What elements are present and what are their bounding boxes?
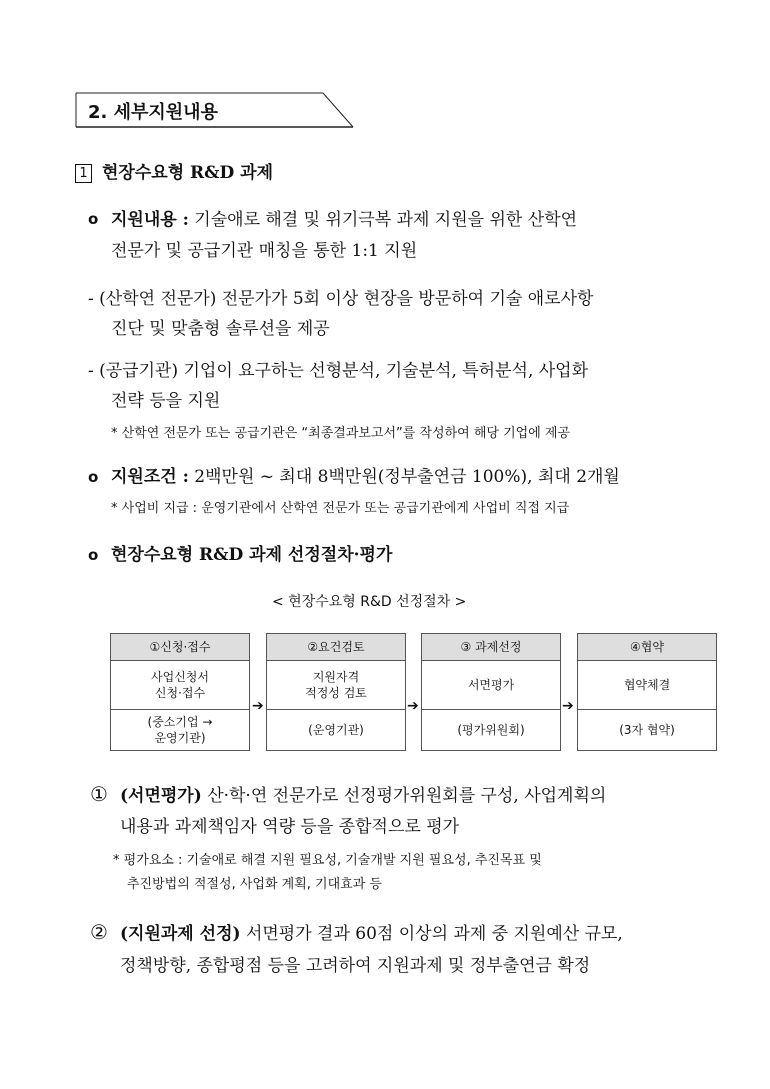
arrow-right-icon: ➔ [407, 698, 419, 714]
diagram-title: < 현장수요형 R&D 선정절차 > [272, 594, 467, 610]
selection-heading: 현장수요형 R&D 과제 선정절차·평가 [111, 545, 393, 565]
support-conditions-text: 2백만원 ~ 최대 8백만원(정부출연금 100%), 최대 2개월 [194, 467, 620, 487]
eval-item1-note-line2: 추진방법의 적절성, 사업화 계획, 기대효과 등 [127, 877, 382, 892]
eval-item1-label: (서면평가) [120, 786, 202, 806]
step-actor: (중소기업 → 운영기관) [147, 715, 213, 745]
step-actor: (3자 협약) [619, 723, 675, 737]
eval-item1-text1: 산·학·연 전문가로 선정평가위원회를 구성, 사업계획의 [207, 786, 607, 806]
step-head: ①신청·접수 [111, 634, 249, 661]
eval-item1-note-line1: * 평가요소 : 기술애로 해결 지원 필요성, 기술개발 지원 필요성, 추진목표 및 [113, 853, 542, 868]
step-body: 협약체결 [578, 661, 716, 710]
step-actor: (평가위원회) [457, 723, 525, 737]
bullet-circle-icon: o [88, 468, 99, 486]
program-title: 현장수요형 R&D 과제 [102, 163, 274, 183]
eval-item2-label: (지원과제 선정) [120, 924, 241, 944]
support-conditions-note: * 사업비 지급 : 운영기관에서 산학연 전문가 또는 공급기관에게 사업비 직접 지급 [111, 501, 570, 516]
process-step-review [266, 633, 406, 751]
support-content-text1: 기술애로 해결 및 위기극복 과제 지원을 위한 산학연 [194, 210, 577, 230]
program-number-box: 1 [75, 164, 92, 183]
step-head: ③ 과제선정 [422, 634, 560, 661]
circled-two-icon: ② [90, 920, 108, 944]
process-step-select [421, 633, 561, 751]
arrow-right-icon: ➔ [562, 698, 574, 714]
support-conditions-line [111, 465, 620, 489]
process-step-apply [110, 633, 250, 751]
eval-item2-line2: 정책방향, 종합평점 등을 고려하여 지원과제 및 정부출연금 확정 [120, 956, 591, 976]
step-body: 사업신청서 신청·접수 [111, 661, 249, 710]
support-content-line2: 전문가 및 공급기관 매칭을 통한 1:1 지원 [111, 241, 418, 261]
circled-one-icon: ① [90, 782, 108, 806]
bullet-circle-icon: o [88, 546, 99, 564]
step-body: 지원자격 적정성 검토 [267, 661, 405, 710]
sub-expert-line1: - (산학연 전문가) 전문가가 5회 이상 현장을 방문하여 기술 애로사항 [88, 289, 594, 309]
support-conditions-label: 지원조건 : [111, 467, 189, 487]
step-head: ④협약 [578, 634, 716, 661]
support-content-note: * 산학연 전문가 또는 공급기관은 “최종결과보고서”를 작성하여 해당 기업에 제공 [111, 426, 571, 441]
eval-item2-line1 [120, 922, 623, 946]
sub-expert-line2: 진단 및 맞춤형 솔루션을 제공 [111, 319, 330, 339]
eval-item2-text1: 서면평가 결과 60점 이상의 과제 중 지원예산 규모, [245, 924, 623, 944]
process-step-agreement [577, 633, 717, 751]
sub-supplier-line1: - (공급기관) 기업이 요구하는 선형분석, 기술분석, 특허분석, 사업화 [88, 361, 589, 381]
eval-item1-line2: 내용과 과제책임자 역량 등을 종합적으로 평가 [120, 817, 460, 837]
support-content-label: 지원내용 : [111, 210, 189, 230]
support-content-line1 [111, 208, 577, 232]
section-title: 2. 세부지원내용 [88, 102, 218, 123]
sub-supplier-line2: 전략 등을 지원 [111, 391, 221, 411]
step-actor: (운영기관) [308, 723, 364, 737]
step-body: 서면평가 [422, 661, 560, 710]
arrow-right-icon: ➔ [252, 698, 264, 714]
step-head: ②요건검토 [267, 634, 405, 661]
eval-item1-line1 [120, 784, 606, 808]
bullet-circle-icon: o [88, 210, 99, 228]
